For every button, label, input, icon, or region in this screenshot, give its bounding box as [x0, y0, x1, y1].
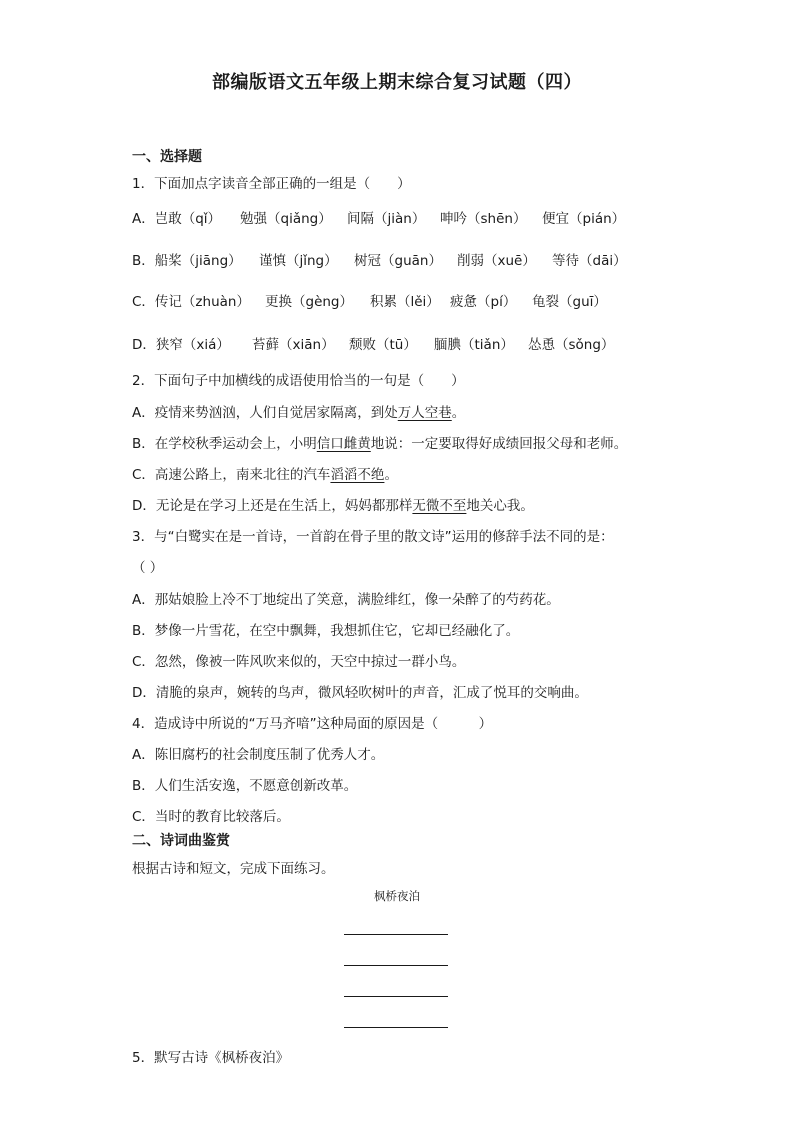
instruction-text: 根据古诗和短文，完成下面练习。 — [132, 861, 335, 877]
question-2-option-a[interactable] — [132, 401, 465, 421]
page-title: 部编版语文五年级上期末综合复习试题（四） — [212, 72, 582, 93]
option-word: 削弱（xuē） — [457, 253, 536, 269]
question-3-option-c[interactable]: C．忽然，像被一阵风吹来似的，天空中掠过一群小鸟。 — [132, 654, 466, 670]
option-text: 地关心我。 — [466, 498, 534, 514]
question-3-option-d[interactable]: D．清脆的泉声，婉转的鸟声，微风轻吹树叶的声音，汇成了悦耳的交响曲。 — [132, 685, 588, 701]
question-2-stem: 2．下面句子中加横线的成语使用恰当的一句是（ ） — [132, 373, 465, 389]
option-word: A．岂敢（qǐ） — [132, 211, 222, 227]
option-word: 积累（lěi） — [370, 294, 440, 310]
option-text: B．在学校秋季运动会上，小明 — [132, 436, 317, 452]
question-5-stem: 5．默写古诗《枫桥夜泊》 — [132, 1050, 290, 1066]
section-heading-choice: 一、选择题 — [132, 149, 202, 165]
question-4-stem: 4．造成诗中所说的“万马齐喑”这种局面的原因是（ ） — [132, 716, 493, 732]
question-2-option-b[interactable] — [132, 432, 627, 452]
underlined-idiom: 信口雌黄 — [316, 436, 371, 452]
question-1-stem: 1．下面加点字读音全部正确的一组是（ ） — [132, 176, 411, 192]
section-heading-poetry: 二、诗词曲鉴赏 — [132, 833, 230, 849]
option-text: A．疫情来势汹汹，人们自觉居家隔离，到处 — [132, 405, 398, 421]
poem-title: 枫桥夜泊 — [374, 889, 420, 903]
option-word: 便宜（pián） — [542, 211, 626, 227]
option-word: 谨慎（jǐng） — [259, 253, 338, 269]
option-word: 勉强（qiǎng） — [240, 211, 332, 227]
option-text: 。 — [384, 467, 398, 483]
question-2-option-c[interactable] — [132, 463, 398, 483]
option-word: 等待（dāi） — [552, 253, 627, 269]
option-text: 。 — [451, 405, 466, 421]
underlined-idiom: 万人空巷 — [397, 405, 452, 421]
option-word: D．狭窄（xiá） — [132, 337, 230, 353]
option-word: 更换（gèng） — [265, 294, 354, 310]
question-4-option-c[interactable]: C．当时的教育比较落后。 — [132, 809, 290, 825]
answer-blank-line-3[interactable] — [344, 996, 448, 997]
option-word: 怂恿（sǒng） — [528, 337, 615, 353]
question-3-stem: 3．与“白鹭实在是一首诗，一首韵在骨子里的散文诗”运用的修辞手法不同的是： — [132, 529, 614, 545]
question-3-answer-paren: （ ） — [132, 560, 164, 576]
option-text: 地说：一定要取得好成绩回报父母和老师。 — [370, 436, 628, 452]
option-word: B．船桨（jiāng） — [132, 253, 242, 269]
option-word: 疲惫（pí） — [450, 294, 517, 310]
underlined-idiom: 滔滔不绝 — [330, 467, 385, 483]
option-text: C．高速公路上，南来北往的汽车 — [132, 467, 331, 483]
option-text: D．无论是在学习上还是在生活上，妈妈都那样 — [132, 498, 413, 514]
question-4-option-a[interactable]: A．陈旧腐朽的社会制度压制了优秀人才。 — [132, 747, 385, 763]
question-4-option-b[interactable]: B．人们生活安逸，不愿意创新改革。 — [132, 778, 358, 794]
question-3-option-b[interactable]: B．梦像一片雪花，在空中飘舞，我想抓住它，它却已经融化了。 — [132, 623, 520, 639]
answer-blank-line-4[interactable] — [344, 1027, 448, 1028]
option-word: 树冠（guān） — [354, 253, 442, 269]
question-3-option-a[interactable]: A．那姑娘脸上冷不丁地绽出了笑意，满脸绯红，像一朵醉了的芍药花。 — [132, 592, 560, 608]
option-word: C．传记（zhuàn） — [132, 294, 250, 310]
underlined-idiom: 无微不至 — [412, 498, 467, 514]
option-word: 颓败（tū） — [349, 337, 417, 353]
answer-blank-line-1[interactable] — [344, 934, 448, 935]
option-word: 间隔（jiàn） — [347, 211, 426, 227]
option-word: 腼腆（tiǎn） — [434, 337, 514, 353]
option-word: 呻吟（shēn） — [440, 211, 527, 227]
option-word: 苔藓（xiān） — [252, 337, 335, 353]
question-2-option-d[interactable] — [132, 494, 534, 514]
answer-blank-line-2[interactable] — [344, 965, 448, 966]
option-word: 龟裂（guī） — [532, 294, 607, 310]
